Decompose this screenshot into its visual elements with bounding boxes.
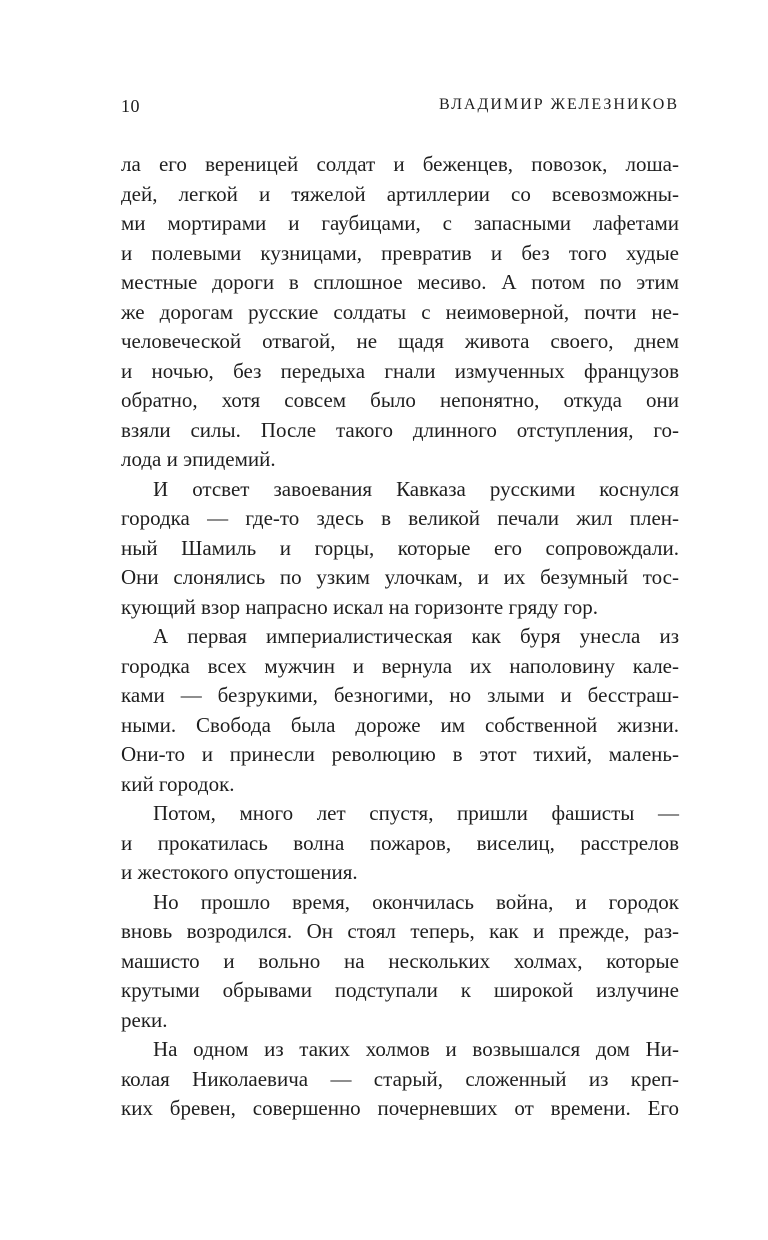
text-line: Они слонялись по узким улочкам, и их безумный тос-	[121, 565, 679, 589]
text-line: ными. Свобода была дороже им собственной жизни.	[121, 712, 679, 737]
text-line: ми мортирами и гаубицами, с запасными лафетами	[121, 211, 679, 235]
text-line: На одном из таких холмов и возвышался дом Ни-	[153, 1037, 679, 1061]
text-line: А первая империалистическая как буря унесла из	[153, 624, 679, 648]
text-line: городка — где-то здесь в великой печали жил плен-	[121, 506, 679, 530]
paragraph	[121, 475, 679, 623]
text-line: И отсвет завоевания Кавказа русскими коснулся	[153, 476, 679, 501]
text-line: и жестокого опустошения.	[121, 860, 358, 884]
running-head-author: ВЛАДИМИР ЖЕЛЕЗНИКОВ	[439, 96, 679, 113]
text-line: Потом, много лет спустя, пришли фашисты —	[153, 801, 679, 825]
paragraph	[121, 622, 679, 799]
paragraph	[121, 888, 679, 1036]
text-line: городка всех мужчин и вернула их наполовину кале-	[121, 653, 679, 678]
text-line: и полевыми кузницами, превратив и без того худые	[121, 240, 679, 265]
page-number: 10	[121, 96, 140, 116]
text-line: и прокатилась волна пожаров, виселиц, расстрелов	[121, 830, 679, 855]
text-line: машисто и вольно на нескольких холмах, которые	[121, 948, 679, 973]
paragraph	[121, 799, 679, 888]
text-line: реки.	[121, 1007, 168, 1032]
text-line: человеческой отвагой, не щадя живота своего, днем	[121, 329, 679, 353]
text-line: ла его вереницей солдат и беженцев, повозок, лоша-	[121, 152, 679, 176]
text-line: колая Николаевича — старый, сложенный из креп-	[121, 1066, 679, 1091]
text-line: Они-то и принесли революцию в этот тихий, малень-	[121, 742, 679, 766]
text-line: ный Шамиль и горцы, которые его сопровождали.	[121, 535, 679, 560]
text-line: вновь возродился. Он стоял теперь, как и прежде, раз-	[121, 919, 679, 943]
page-header	[121, 96, 679, 120]
text-line: местные дороги в сплошное месиво. А потом по этим	[121, 270, 679, 294]
text-line: взяли силы. После такого длинного отступления, го-	[121, 417, 679, 442]
body-text	[121, 150, 679, 1124]
text-line: обратно, хотя совсем было непонятно, откуда они	[121, 388, 679, 412]
text-line: кий городок.	[121, 771, 235, 796]
text-line: ких бревен, совершенно почерневших от времени. Его	[121, 1096, 679, 1120]
paragraph	[121, 150, 679, 475]
text-line: кующий взор напрасно искал на горизонте гряду гор.	[121, 594, 599, 619]
text-line: же дорогам русские солдаты с неимоверной, почти не-	[121, 299, 679, 324]
text-line: крутыми обрывами подступали к широкой излучине	[121, 978, 679, 1002]
text-line: Но прошло время, окончилась война, и городок	[153, 889, 679, 914]
paragraph	[121, 1035, 679, 1124]
text-line: ками — безрукими, безногими, но злыми и бесстраш-	[121, 683, 679, 707]
text-line: и ночью, без передыха гнали измученных французов	[121, 358, 679, 383]
text-line: лода и эпидемий.	[121, 447, 276, 471]
text-line: дей, легкой и тяжелой артиллерии со всевозможны-	[121, 181, 679, 206]
